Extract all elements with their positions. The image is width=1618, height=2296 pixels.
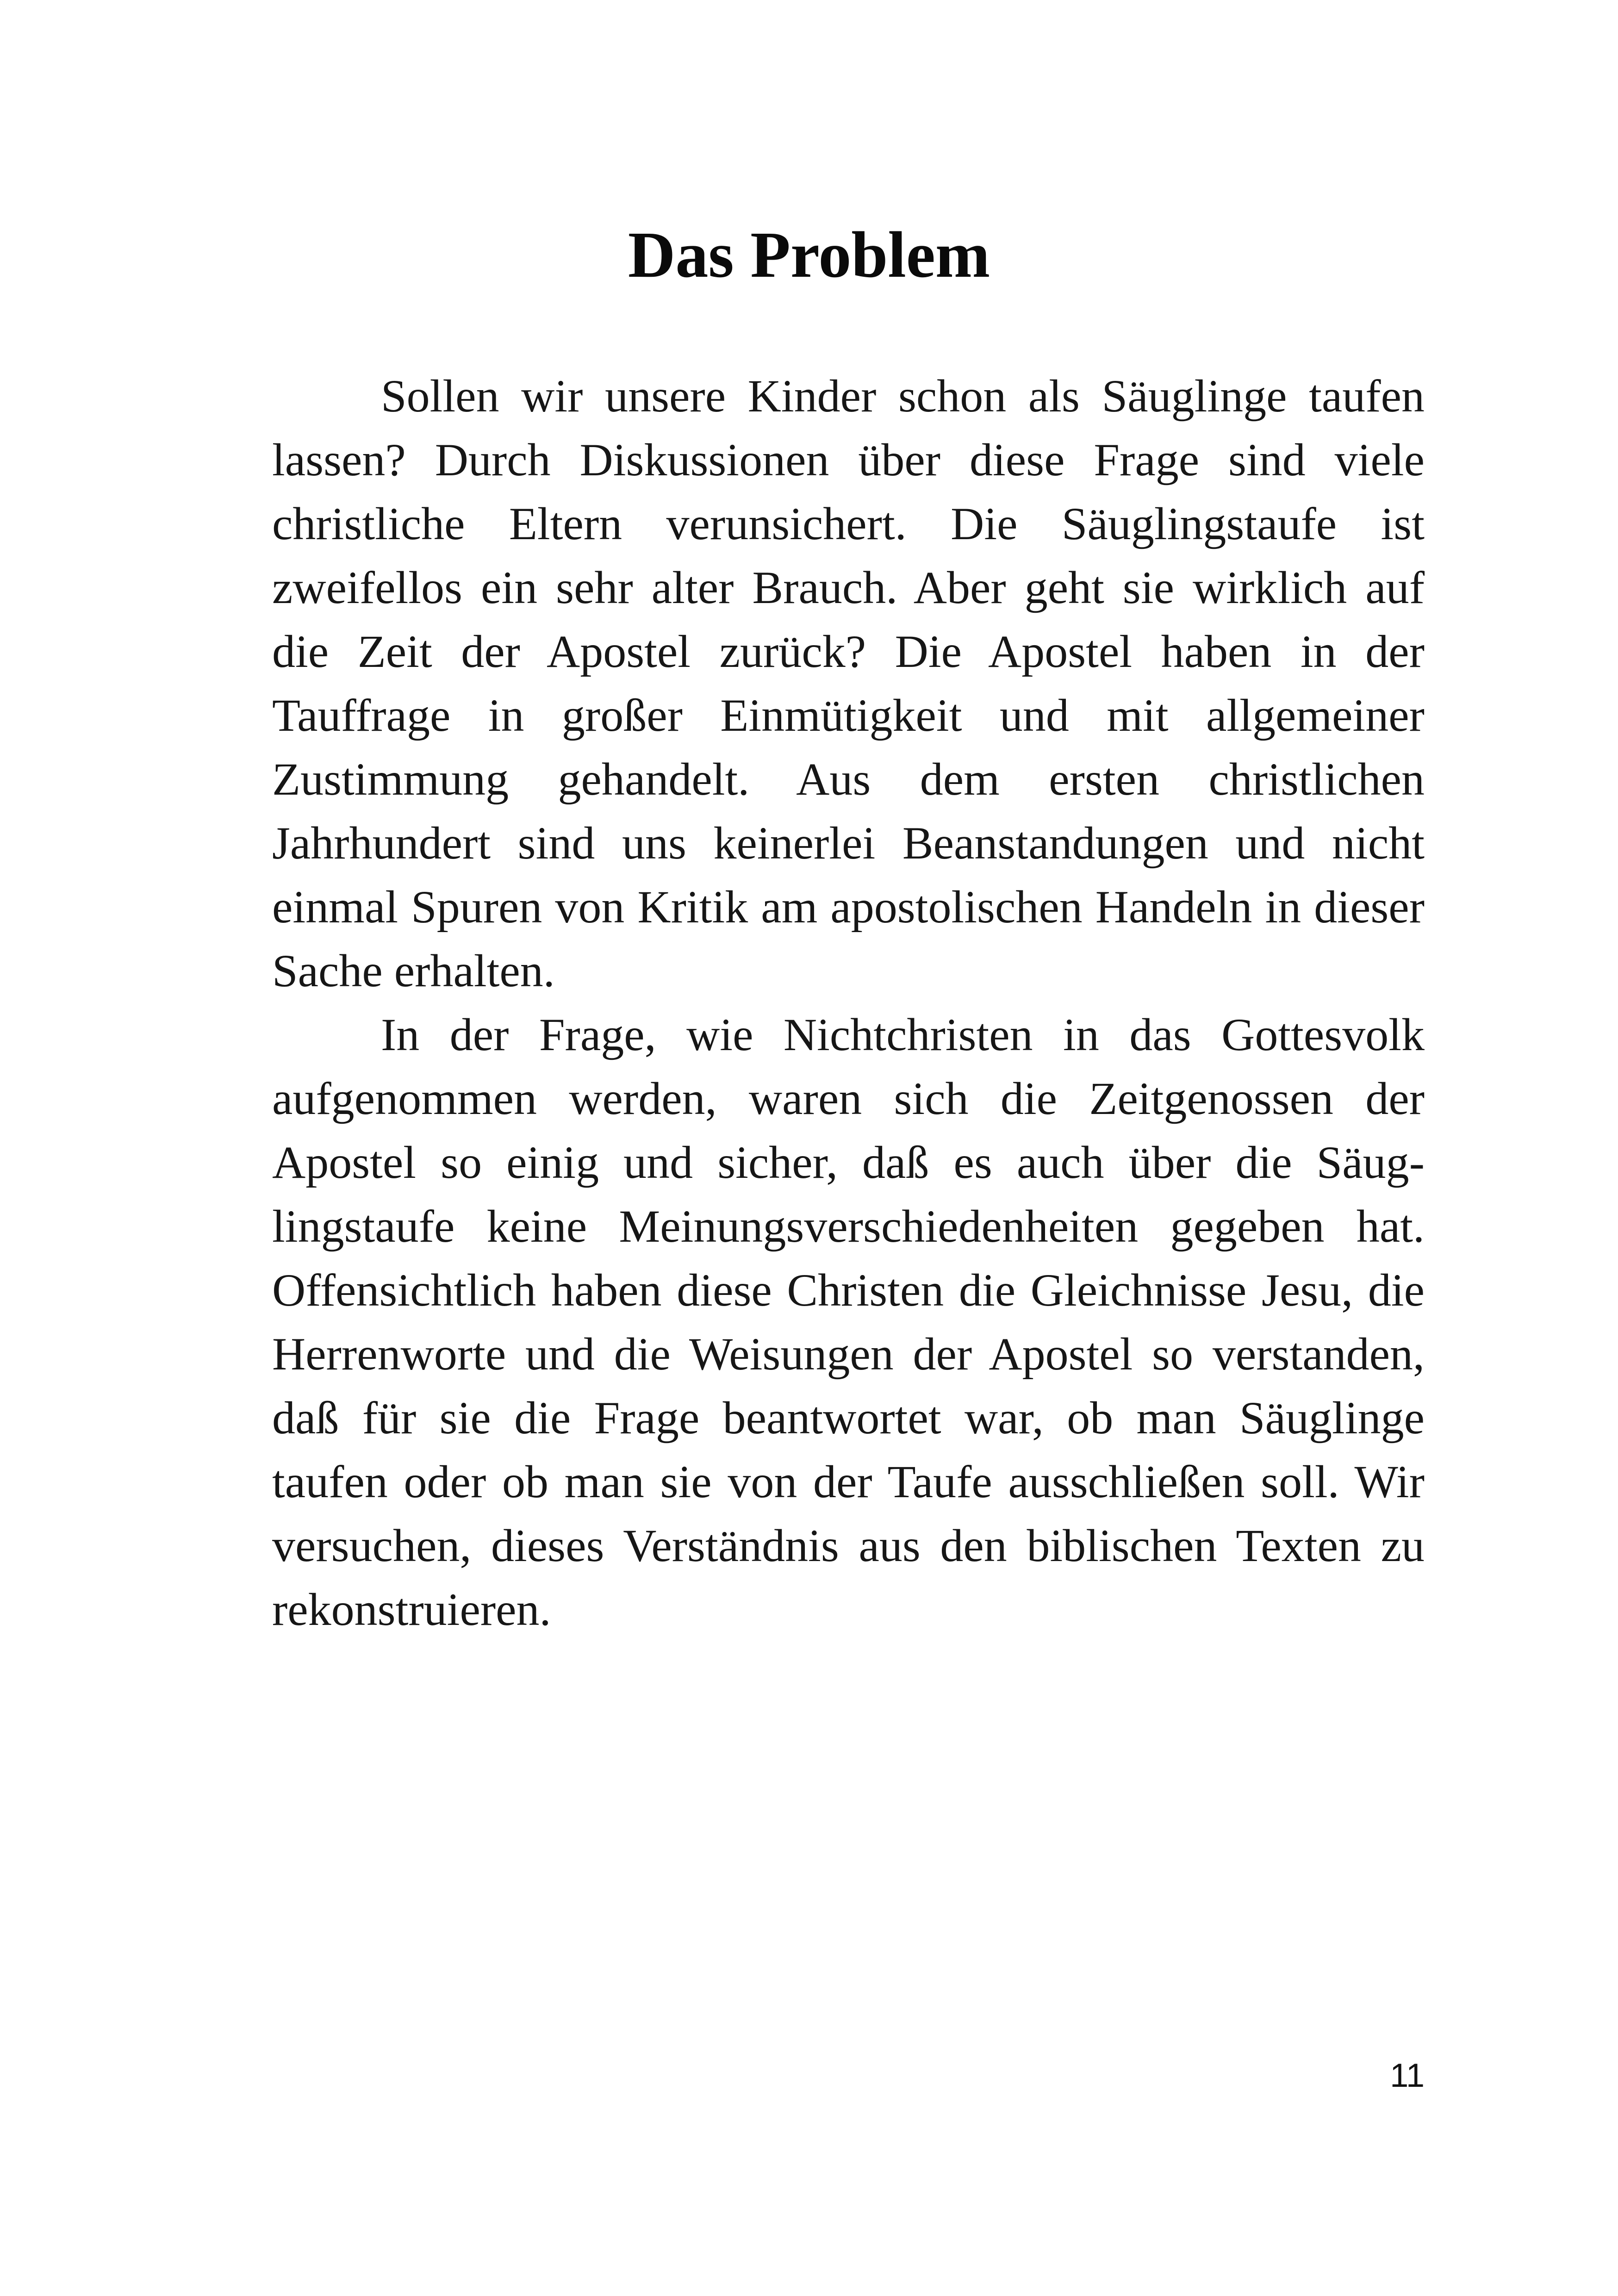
paragraph-2: In der Frage, wie Nichtchristen in das Gottesvolk aufgenommen werden, waren sich die Zeitgenossen der Apostel so einig und sicher, daß es auch über die Säuglingstaufe keine Meinungsverschiedenheiten gegeben hat. Offensichtlich haben diese Christen die Gleichnisse Jesu, die Herrenworte und die Weisungen der Apostel so verstanden, daß für sie die Frage beantwortet war, ob man Säuglinge taufen oder ob man sie von der Taufe ausschließen soll. Wir versuchen, dieses Verständnis aus den biblischen Texten zu rekonstruieren. [272, 1009, 1425, 1635]
chapter-title: Das Problem [628, 218, 990, 291]
page-number: 11 [1390, 2057, 1425, 2094]
paragraph-1: Sollen wir unsere Kinder schon als Säuglinge taufen lassen? Durch Diskussionen über diese Frage sind viele christliche Eltern verunsichert. Die Säuglingstaufe ist zweifellos ein sehr alter Brauch. Aber geht sie wirklich auf die Zeit der Apostel zurück? Die Apostel haben in der Tauffrage in großer Einmütigkeit und mit allgemeiner Zustimmung gehandelt. Aus dem ersten christlichen Jahrhundert sind uns keinerlei Beanstandungen und nicht einmal Spuren von Kritik am apostolischen Handeln in dieser Sache erhalten. [272, 370, 1425, 996]
body-text [272, 364, 1425, 1642]
